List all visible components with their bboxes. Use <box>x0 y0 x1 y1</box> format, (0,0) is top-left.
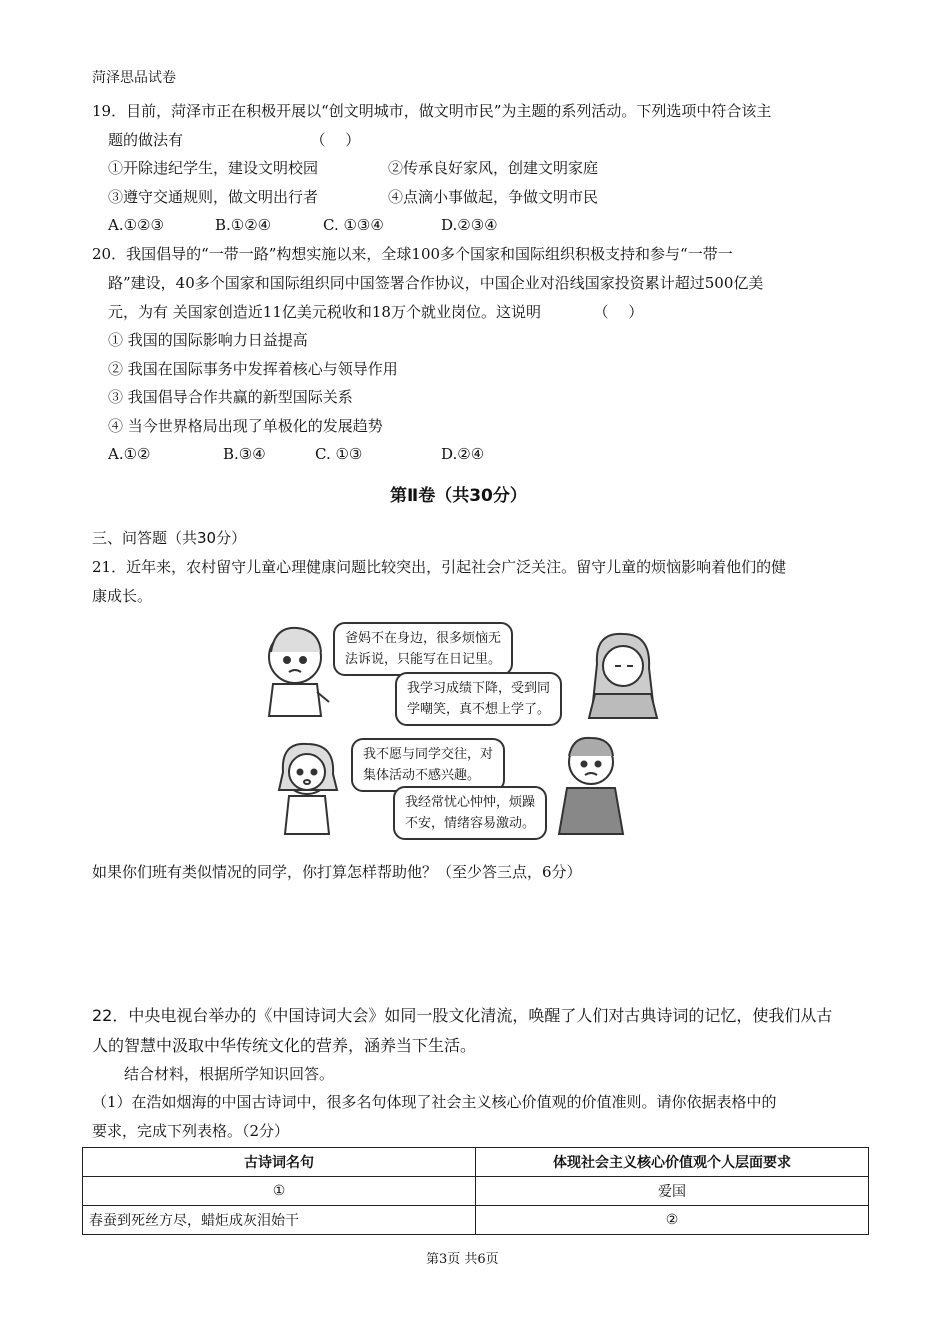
q20-item3: ③ 我国倡导合作共赢的新型国际关系 <box>108 388 353 406</box>
poem-values-table <box>82 1147 869 1235</box>
table-header-poem: 古诗词名句 <box>83 1148 476 1177</box>
bubble-3-line2: 集体活动不感兴趣。 <box>363 768 481 783</box>
table-cell-blank-2: ② <box>476 1206 869 1235</box>
speech-bubble-2 <box>395 672 562 726</box>
q19-item4: ④点滴小事做起，争做文明市民 <box>388 188 599 206</box>
page-footer: 第3页 共6页 <box>426 1252 499 1267</box>
speech-bubble-1 <box>333 622 513 676</box>
speech-bubble-4 <box>393 786 547 840</box>
q20-option-b: B.③④ <box>223 445 266 463</box>
table-cell: 春蚕到死丝方尽，蜡炬成灰泪始干 <box>83 1206 476 1235</box>
q19-option-b: B.①②④ <box>215 216 272 234</box>
q19-item1: ①开除违纪学生，建设文明校园 <box>108 159 319 177</box>
q19-option-d: D.②③④ <box>441 216 498 234</box>
part-title: 三、问答题（共30分） <box>92 529 247 547</box>
q20-item2: ② 我国在国际事务中发挥着核心与领导作用 <box>108 360 398 378</box>
q22-sub1-line1: （1）在浩如烟海的中国古诗词中，很多名句体现了社会主义核心价值观的价值准则。请你依据表格中的 <box>92 1093 777 1111</box>
section-title: 第Ⅱ卷（共30分） <box>390 486 527 506</box>
q20-item1: ① 我国的国际影响力日益提高 <box>108 331 308 349</box>
child-3-figure <box>279 744 337 834</box>
bubble-1-line1: 爸妈不在身边，很多烦恼无 <box>345 631 502 646</box>
q22-sub1-line2: 要求，完成下列表格。（2分） <box>92 1122 290 1140</box>
table-cell: 爱国 <box>476 1177 869 1206</box>
q21-question: 如果你们班有类似情况的同学，你打算怎样帮助他？（至少答三点，6分） <box>92 863 582 881</box>
q21-line2: 康成长。 <box>92 587 153 605</box>
q20-option-d: D.②④ <box>441 445 485 463</box>
bubble-2-line1: 我学习成绩下降，受到同 <box>407 681 551 696</box>
bubble-2-line2: 学嘲笑，真不想上学了。 <box>407 702 551 717</box>
table-header-row <box>83 1148 869 1177</box>
table-row <box>83 1206 869 1235</box>
q20-line2: 路”建设，40多个国家和国际组织同中国签署合作协议，中国企业对沿线国家投资累计超过500亿美 <box>108 274 764 292</box>
q22-line1: 22．中央电视台举办的《中国诗词大会》如同一股文化清流，唤醒了人们对古典诗词的记忆，使我们从古 <box>92 1006 833 1025</box>
q20-line1: 20．我国倡导的“一带一路”构想实施以来，全球100多个国家和国际组织积极支持和参与“一带一 <box>92 245 733 263</box>
page-header: 菏泽思品试卷 <box>92 70 176 86</box>
q19-line1: 19．目前，菏泽市正在积极开展以“创文明城市，做文明市民”为主题的系列活动。下列选项中符合该主 <box>92 102 772 120</box>
q19-item3: ③遵守交通规则，做文明出行者 <box>108 188 319 206</box>
child-2-figure <box>589 634 657 718</box>
child-1-figure <box>269 628 329 716</box>
q20-line3: 元，为有 关国家创造近11亿美元税收和18万个就业岗位。这说明 （ ） <box>108 303 644 321</box>
bubble-4-line2: 不安，情绪容易激动。 <box>405 816 536 831</box>
q20-option-a: A.①② <box>108 445 151 463</box>
q20-option-c: C. ①③ <box>315 445 363 463</box>
q19-option-a: A.①②③ <box>108 216 164 234</box>
bubble-3-line1: 我不愿与同学交往，对 <box>363 747 494 762</box>
left-behind-children-illustration <box>255 612 665 842</box>
child-4-figure <box>559 738 623 834</box>
speech-bubble-3 <box>351 738 505 792</box>
bubble-4-line1: 我经常忧心忡忡，烦躁 <box>405 795 536 810</box>
q22-line3: 结合材料，根据所学知识回答。 <box>124 1065 335 1083</box>
bubble-1-line2: 法诉说，只能写在日记里。 <box>345 652 502 667</box>
q19-option-c: C. ①③④ <box>323 216 384 234</box>
q19-line2: 题的做法有 （ ） <box>108 131 361 149</box>
q20-item4: ④ 当今世界格局出现了单极化的发展趋势 <box>108 417 383 435</box>
table-row <box>83 1177 869 1206</box>
q22-line2: 人的智慧中汲取中华传统文化的营养，涵养当下生活。 <box>92 1036 477 1055</box>
table-cell-blank-1: ① <box>83 1177 476 1206</box>
q21-line1: 21．近年来，农村留守儿童心理健康问题比较突出，引起社会广泛关注。留守儿童的烦恼影响着他们的健 <box>92 558 787 576</box>
q19-item2: ②传承良好家风，创建文明家庭 <box>388 159 599 177</box>
table-header-values: 体现社会主义核心价值观个人层面要求 <box>476 1148 869 1177</box>
